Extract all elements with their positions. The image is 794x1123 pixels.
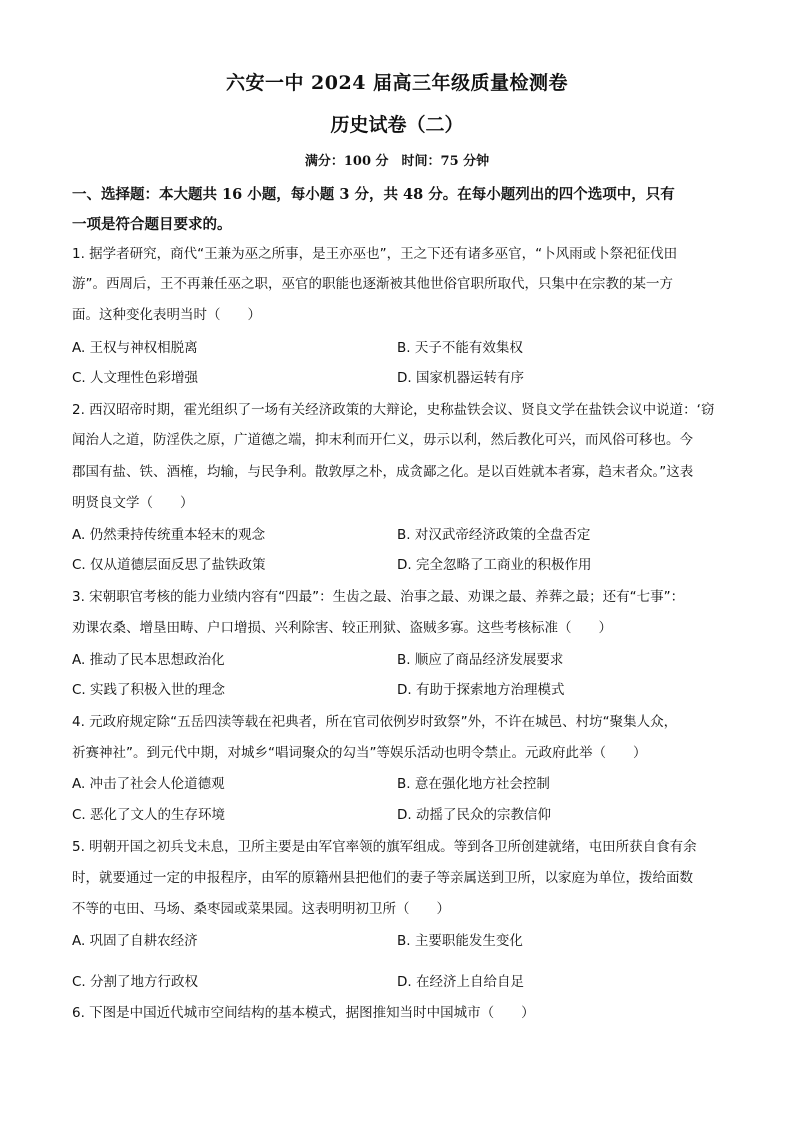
question-2-option-d[interactable]: D. 完全忽略了工商业的积极作用 xyxy=(397,557,592,573)
question-3-option-b[interactable]: B. 顺应了商品经济发展要求 xyxy=(397,652,564,668)
question-4-option-a[interactable]: A. 冲击了社会人伦道德观 xyxy=(72,776,225,792)
question-4-line: 祈赛神社”。到元代中期，对城乡“唱词聚众的勾当”等娱乐活动也明令禁止。元政府此举（ ） xyxy=(72,745,647,761)
question-5-option-a[interactable]: A. 巩固了自耕农经济 xyxy=(72,933,198,949)
question-5-line: 时，就要通过一定的申报程序，由军的原籍州县把他们的妻子等亲属送到卫所，以家庭为单位，拨给面数 xyxy=(72,870,693,886)
question-1-option-d[interactable]: D. 国家机器运转有序 xyxy=(397,370,524,386)
question-1-line: 1. 据学者研究，商代“王兼为巫之所事，是王亦巫也”，王之下还有诸多巫官，“卜风雨或卜祭祀征伐田 xyxy=(72,246,678,262)
question-1-line: 面。这种变化表明当时（ ） xyxy=(72,307,261,323)
section-heading-line: 一项是符合题目要求的。 xyxy=(72,216,232,233)
exam-subtitle: 历史试卷（二） xyxy=(330,114,464,136)
question-4-option-d[interactable]: D. 动摇了民众的宗教信仰 xyxy=(397,807,551,823)
question-2-option-b[interactable]: B. 对汉武帝经济政策的全盘否定 xyxy=(397,527,591,543)
question-1-line: 游”。西周后，王不再兼任巫之职，巫官的职能也逐渐被其他世俗官职所取代，只集中在宗教的某一方 xyxy=(72,276,673,292)
question-5-option-c[interactable]: C. 分割了地方行政权 xyxy=(72,974,199,990)
question-2-option-a[interactable]: A. 仍然秉持传统重本轻末的观念 xyxy=(72,527,266,543)
question-2-line: 2. 西汉昭帝时期，霍光组织了一场有关经济政策的大辩论，史称盐铁会议、贤良文学在盐铁会议中说道：‘窃 xyxy=(72,402,715,418)
question-2-line: 闻治人之道，防淫佚之原，广道德之端，抑末利而开仁义，毋示以利，然后教化可兴，而风俗可移也。今 xyxy=(72,432,693,448)
section-heading-line: 一、选择题：本大题共 16 小题，每小题 3 分，共 48 分。在每小题列出的四个选项中，只有 xyxy=(72,186,675,203)
exam-title: 六安一中 2024 届高三年级质量检测卷 xyxy=(225,72,569,94)
question-6-line: 6. 下图是中国近代城市空间结构的基本模式，据图推知当时中国城市（ ） xyxy=(72,1005,535,1021)
section-heading xyxy=(72,180,732,240)
question-2-line: 郡国有盐、铁、酒榷，均输，与民争利。散敦厚之朴，成贪鄙之化。是以百姓就本者寡，趋末者众。”这表 xyxy=(72,464,694,480)
question-5-option-d[interactable]: D. 在经济上自给自足 xyxy=(397,974,524,990)
question-4-option-b[interactable]: B. 意在强化地方社会控制 xyxy=(397,776,550,792)
question-5-line: 5. 明朝开国之初兵戈未息，卫所主要是由军官率领的旗军组成。等到各卫所创建就绪，屯田所获自食有余 xyxy=(72,839,697,855)
question-3-option-d[interactable]: D. 有助于探索地方治理模式 xyxy=(397,682,565,698)
question-2-option-c[interactable]: C. 仅从道德层面反思了盐铁政策 xyxy=(72,557,266,573)
question-3-line: 劝课农桑、增垦田畴、户口增损、兴利除害、较正刑狱、盗贼多寡。这些考核标准（ ） xyxy=(72,620,612,636)
question-3-option-a[interactable]: A. 推动了民本思想政治化 xyxy=(72,652,225,668)
question-1-option-b[interactable]: B. 天子不能有效集权 xyxy=(397,340,523,356)
question-4-option-c[interactable]: C. 恶化了文人的生存环境 xyxy=(72,807,226,823)
question-2-line: 明贤良文学（ ） xyxy=(72,495,194,511)
question-5-option-b[interactable]: B. 主要职能发生变化 xyxy=(397,933,523,949)
exam-meta: 满分：100 分 时间：75 分钟 xyxy=(304,154,490,169)
question-5-line: 不等的屯田、马场、桑枣园或菜果园。这表明明初卫所（ ） xyxy=(72,901,450,917)
question-1-option-a[interactable]: A. 王权与神权相脱离 xyxy=(72,340,198,356)
question-1-option-c[interactable]: C. 人文理性色彩增强 xyxy=(72,370,199,386)
question-4-line: 4. 元政府规定除“五岳四渎等载在祀典者，所在官司依例岁时致祭”外，不许在城邑、村坊“聚集人众， xyxy=(72,714,678,730)
question-3-line: 3. 宋朝职官考核的能力业绩内容有“四最”：生齿之最、治事之最、劝课之最、养葬之最；还有“七事”： xyxy=(72,589,685,605)
question-3-option-c[interactable]: C. 实践了积极入世的理念 xyxy=(72,682,226,698)
